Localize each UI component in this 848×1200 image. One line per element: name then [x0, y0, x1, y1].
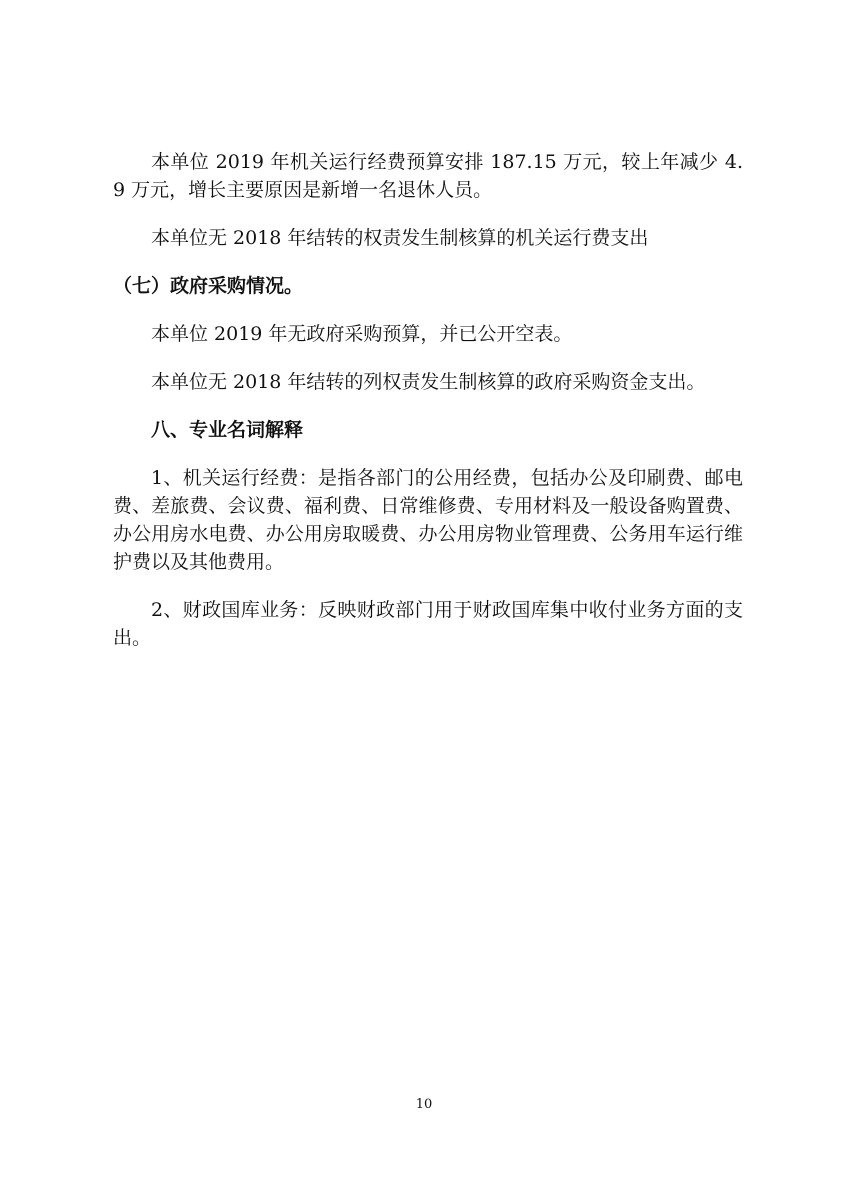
- document-body: [113, 148, 743, 672]
- paragraph-procurement-carryover: 本单位无 2018 年结转的列权责发生制核算的政府采购资金支出。: [151, 371, 706, 393]
- paragraph-operating-budget: 本单位 2019 年机关运行经费预算安排 187.15 万元，较上年减少 4.9 万元，增长主要原因是新增一名退休人员。: [113, 151, 743, 201]
- paragraph-term-treasury-business: 2、财政国库业务：反映财政部门用于财政国库集中收付业务方面的支出。: [113, 599, 743, 649]
- page-number: 10: [415, 1097, 433, 1112]
- section-heading-terminology: 八、专业名词解释: [151, 419, 304, 441]
- paragraph-no-carryover-operating: 本单位无 2018 年结转的权责发生制核算的机关运行费支出: [151, 227, 649, 249]
- paragraph-term-operating-expenses: 1、机关运行经费：是指各部门的公用经费，包括办公及印刷费、邮电费、差旅费、会议费、福利费、日常维修费、专用材料及一般设备购置费、办公用房水电费、办公用房取暖费、办公用房物业管理费、公务用车运行维护费以及其他费用。: [113, 467, 743, 573]
- paragraph-procurement-budget: 本单位 2019 年无政府采购预算，并已公开空表。: [151, 323, 573, 345]
- section-heading-government-procurement: （七）政府采购情况。: [113, 275, 304, 297]
